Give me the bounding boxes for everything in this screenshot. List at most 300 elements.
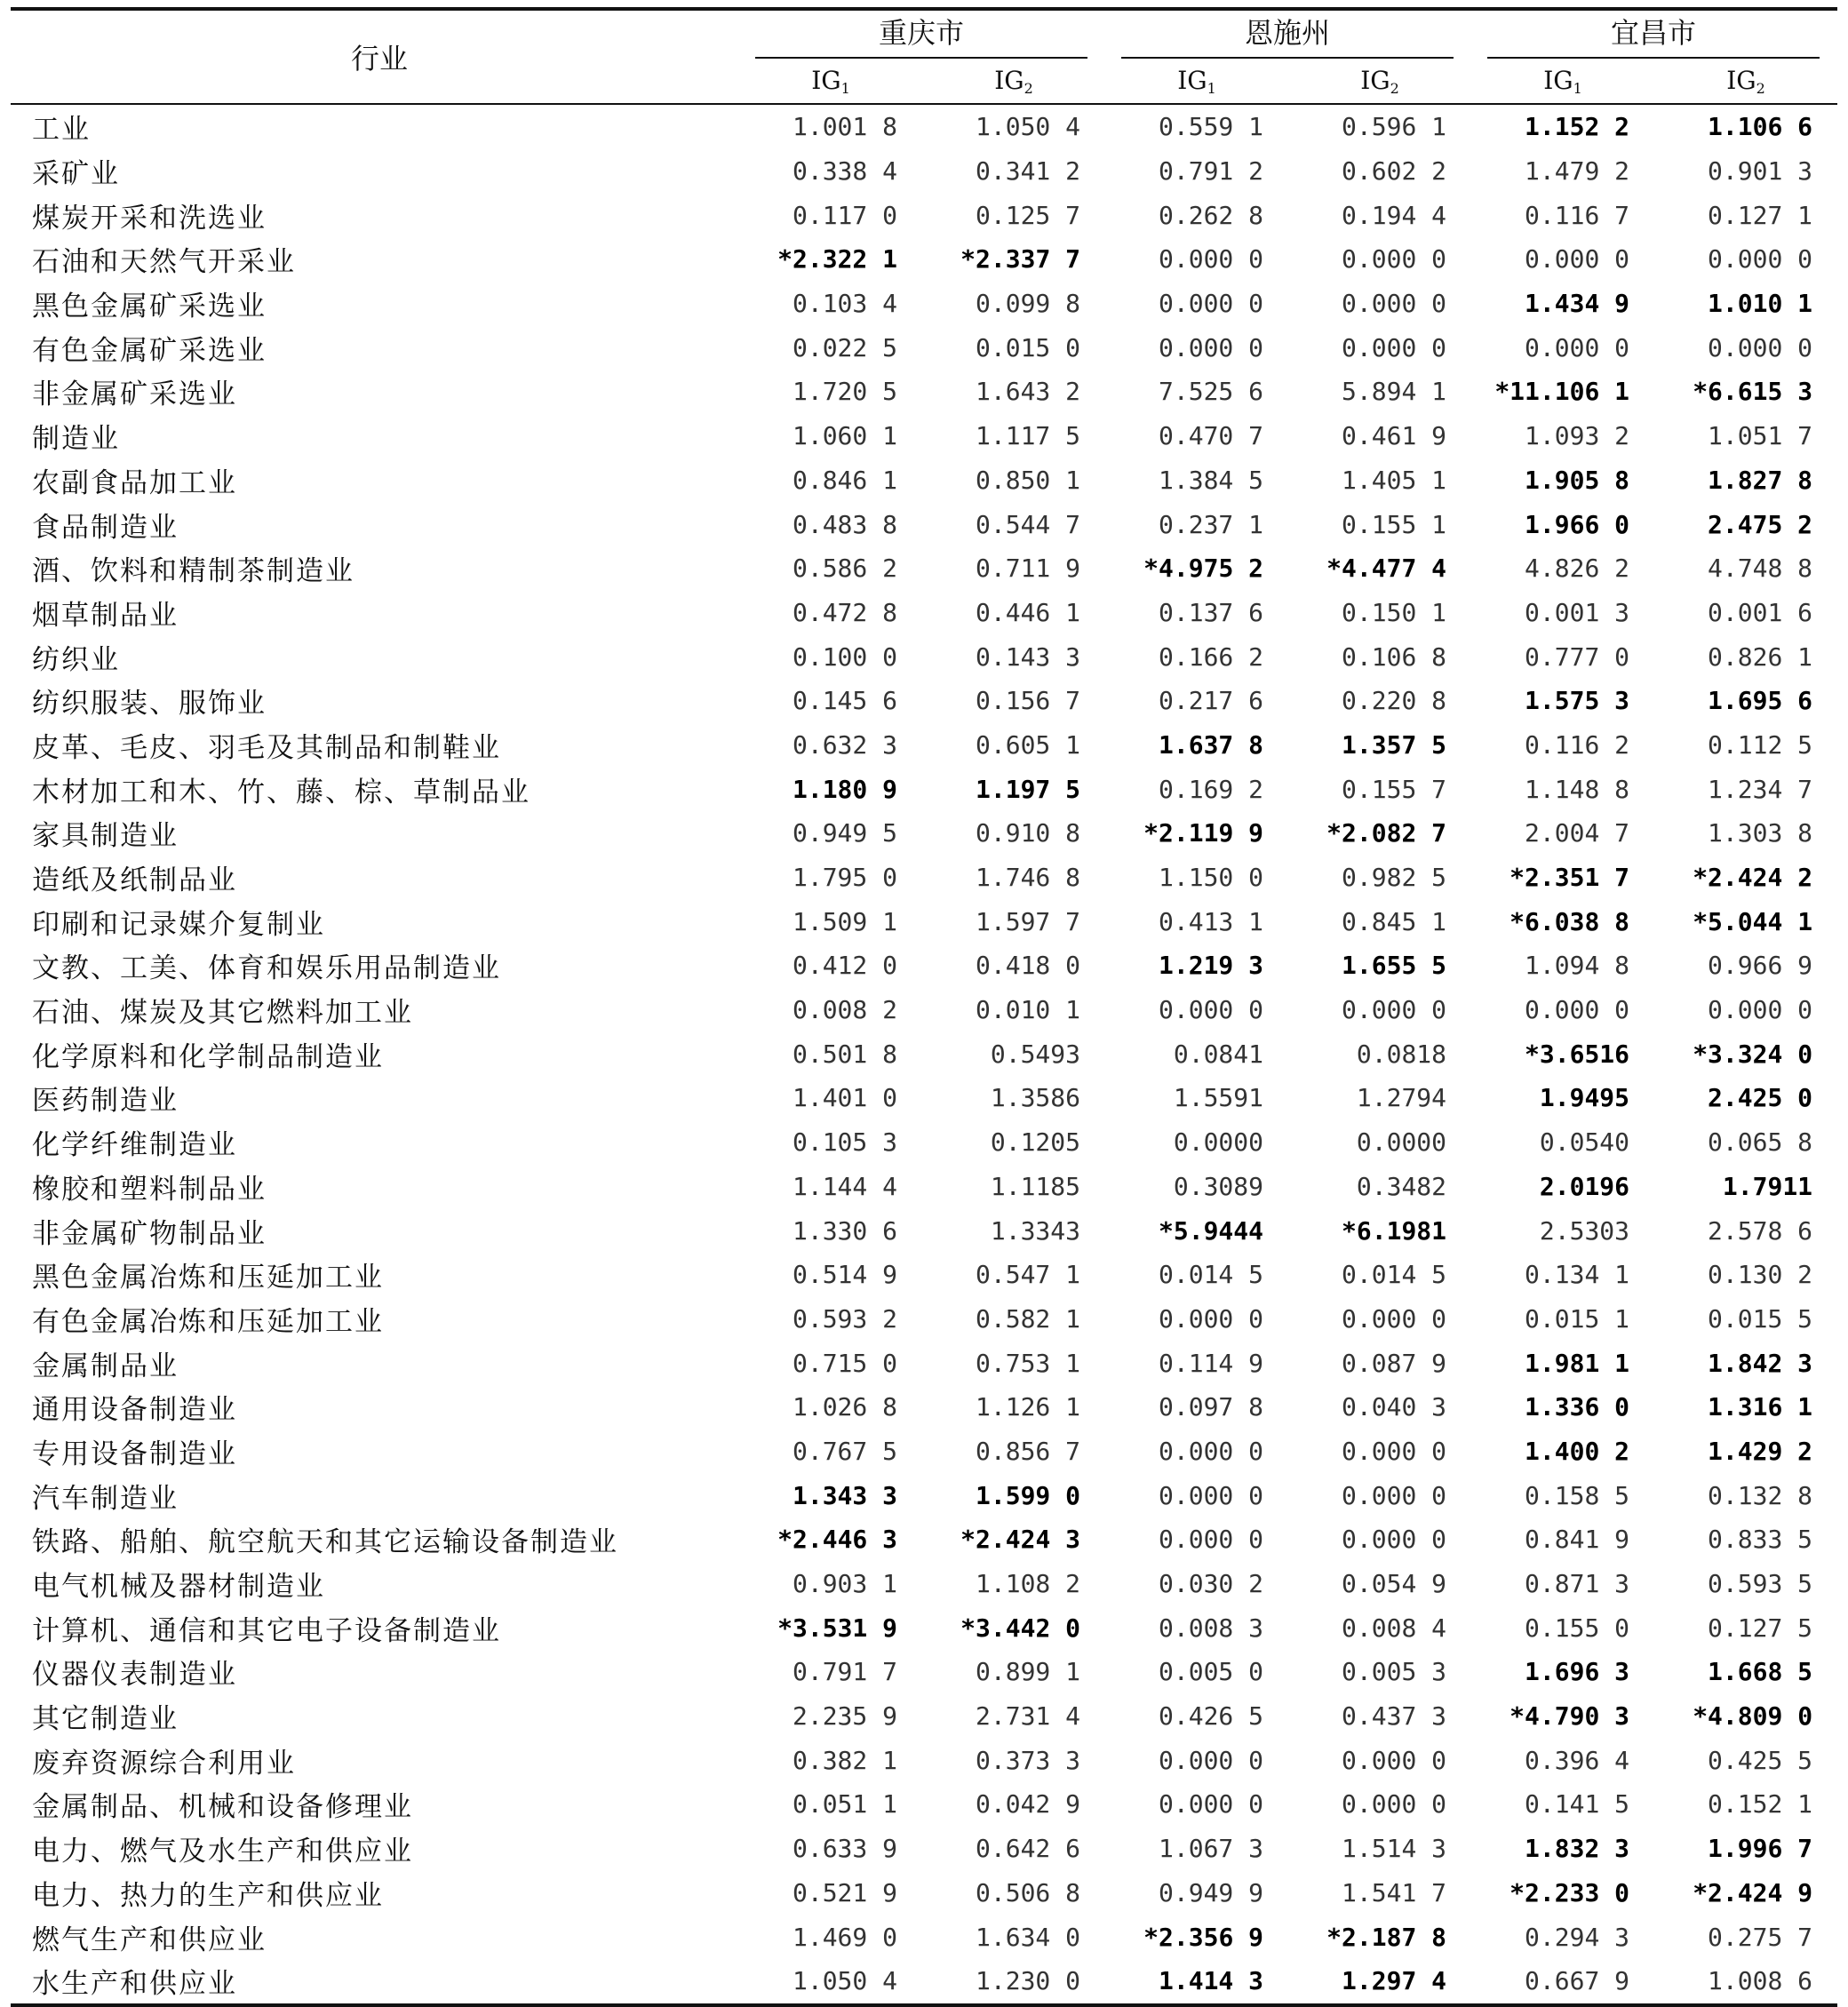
ig-value: 0.001 6 xyxy=(1708,597,1813,627)
ig-value: 0.117 0 xyxy=(792,200,897,230)
ig-value: 0.0000 xyxy=(1356,1127,1447,1158)
industry-name: 纺织服装、服饰业 xyxy=(32,688,267,721)
ig-value: 0.901 3 xyxy=(1708,156,1813,187)
ig-value: 0.156 7 xyxy=(976,686,1081,716)
industry-name: 家具制造业 xyxy=(32,820,179,853)
ig-value: 0.341 2 xyxy=(976,156,1081,187)
ig-value: *2.424 2 xyxy=(1693,863,1813,893)
ig-value: *2.424 9 xyxy=(1693,1877,1813,1907)
ig-value: 0.903 1 xyxy=(792,1569,897,1599)
ig-value: 1.180 9 xyxy=(792,774,897,804)
ig-value: 0.194 4 xyxy=(1342,200,1447,230)
ig-value: 1.832 3 xyxy=(1525,1834,1630,1864)
ig-value: 1.634 0 xyxy=(976,1922,1081,1952)
ig-value: 0.966 9 xyxy=(1708,951,1813,981)
ig-value: 0.040 3 xyxy=(1342,1392,1447,1422)
ig-value: 0.262 8 xyxy=(1159,200,1264,230)
industry-name: 通用设备制造业 xyxy=(32,1394,237,1427)
ig-value: 0.373 3 xyxy=(976,1745,1081,1775)
ig-value: *2.337 7 xyxy=(960,244,1081,275)
industry-name: 橡胶和塑料制品业 xyxy=(32,1173,267,1206)
ig-value: 0.000 0 xyxy=(1159,1745,1264,1775)
ig-value: 2.004 7 xyxy=(1525,818,1630,848)
ig-value: 0.143 3 xyxy=(976,641,1081,672)
ig-value: 0.667 9 xyxy=(1525,1966,1630,1996)
ig-value: 1.357 5 xyxy=(1342,729,1447,760)
table-row xyxy=(11,1208,1837,1253)
ig-value: 0.791 7 xyxy=(792,1657,897,1687)
ig-value: 1.795 0 xyxy=(792,863,897,893)
ig-value: *4.790 3 xyxy=(1509,1701,1630,1732)
table-row xyxy=(11,944,1837,988)
ig-value: 0.514 9 xyxy=(792,1260,897,1290)
table-header xyxy=(11,9,1837,104)
table-row xyxy=(11,1650,1837,1694)
ig-value: *2.119 9 xyxy=(1143,818,1264,848)
ig-value: 0.593 2 xyxy=(792,1303,897,1334)
ig-value: 1.094 8 xyxy=(1525,951,1630,981)
ig-value: 0.642 6 xyxy=(976,1834,1081,1864)
ig-value: 1.384 5 xyxy=(1159,465,1264,495)
ig-value: 0.0000 xyxy=(1173,1127,1264,1158)
ig-value: 0.008 3 xyxy=(1159,1613,1264,1643)
table-row xyxy=(11,811,1837,856)
table-row xyxy=(11,546,1837,591)
ig-value: 0.437 3 xyxy=(1342,1701,1447,1732)
ig-value: 1.514 3 xyxy=(1342,1834,1447,1864)
ig-value: 0.856 7 xyxy=(976,1436,1081,1466)
ig-value: 1.117 5 xyxy=(976,421,1081,451)
ig-value: 1.051 7 xyxy=(1708,421,1813,451)
ig-value: 1.400 2 xyxy=(1525,1436,1630,1466)
ig-value: 0.158 5 xyxy=(1525,1480,1630,1510)
table-row xyxy=(11,988,1837,1032)
ig-header: $IG_1$ xyxy=(811,65,850,97)
ig-value: 0.0540 xyxy=(1539,1127,1630,1158)
ig-value: 1.010 1 xyxy=(1708,289,1813,319)
ig-value: 1.827 8 xyxy=(1708,465,1813,495)
industry-name: 金属制品、机械和设备修理业 xyxy=(32,1791,413,1824)
ig-value: 0.220 8 xyxy=(1342,686,1447,716)
ig-value: 0.166 2 xyxy=(1159,641,1264,672)
ig-value: *5.9444 xyxy=(1159,1215,1264,1246)
table-row xyxy=(11,282,1837,326)
ig-value: 0.010 1 xyxy=(976,995,1081,1025)
ig-value: 0.871 3 xyxy=(1525,1569,1630,1599)
ig-header: $IG_1$ xyxy=(1177,65,1216,97)
ig-value: 0.841 9 xyxy=(1525,1525,1630,1555)
ig-value: 0.237 1 xyxy=(1159,509,1264,539)
ig-value: 0.605 1 xyxy=(976,729,1081,760)
ig-value: 2.475 2 xyxy=(1708,509,1813,539)
ig-value: 0.001 3 xyxy=(1525,597,1630,627)
ig-value: 0.169 2 xyxy=(1159,774,1264,804)
ig-value: 1.405 1 xyxy=(1342,465,1447,495)
ig-value: 1.541 7 xyxy=(1342,1877,1447,1907)
industry-name: 黑色金属冶炼和压延加工业 xyxy=(32,1262,384,1294)
ig-value: 0.412 0 xyxy=(792,951,897,981)
ig-value: 1.316 1 xyxy=(1708,1392,1813,1422)
ig-value: 0.008 2 xyxy=(792,995,897,1025)
ig-value: 1.234 7 xyxy=(1708,774,1813,804)
ig-value: 2.578 6 xyxy=(1708,1215,1813,1246)
ig-value: 0.000 0 xyxy=(1159,332,1264,362)
ig-value: 0.850 1 xyxy=(976,465,1081,495)
ig-value: 0.000 0 xyxy=(1159,1525,1264,1555)
ig-value: 0.005 0 xyxy=(1159,1657,1264,1687)
ig-value: 0.396 4 xyxy=(1525,1745,1630,1775)
ig-value: 0.103 4 xyxy=(792,289,897,319)
ig-value: 0.418 0 xyxy=(976,951,1081,981)
ig-value: 0.030 2 xyxy=(1159,1569,1264,1599)
ig-value: 0.000 0 xyxy=(1342,1745,1447,1775)
ig-value: *2.082 7 xyxy=(1326,818,1447,848)
ig-value: 1.3343 xyxy=(990,1215,1081,1246)
ig-value: 0.632 3 xyxy=(792,729,897,760)
ig-value: 0.065 8 xyxy=(1708,1127,1813,1158)
ig-value: 0.014 5 xyxy=(1159,1260,1264,1290)
ig-value: 1.5591 xyxy=(1173,1083,1264,1113)
ig-value: 0.715 0 xyxy=(792,1348,897,1378)
ig-value: 0.753 1 xyxy=(976,1348,1081,1378)
table-row xyxy=(11,237,1837,282)
ig-value: 0.000 0 xyxy=(1159,244,1264,275)
ig-value: *3.531 9 xyxy=(777,1613,897,1643)
ig-value: 1.668 5 xyxy=(1708,1657,1813,1687)
ig-value: 1.746 8 xyxy=(976,863,1081,893)
ig-value: 1.001 8 xyxy=(792,112,897,142)
ig-value: 1.148 8 xyxy=(1525,774,1630,804)
industry-name: 农副食品加工业 xyxy=(32,466,237,499)
ig-value: *6.038 8 xyxy=(1509,906,1630,936)
ig-value: 0.022 5 xyxy=(792,332,897,362)
industry-name: 废弃资源综合利用业 xyxy=(32,1747,296,1780)
ig-value: 0.217 6 xyxy=(1159,686,1264,716)
ig-value: 0.413 1 xyxy=(1159,906,1264,936)
industry-column-header: 行业 xyxy=(351,42,409,76)
industry-name: 医药制造业 xyxy=(32,1085,179,1118)
ig-value: 0.127 1 xyxy=(1708,200,1813,230)
ig-value: *6.615 3 xyxy=(1693,377,1813,407)
table-row xyxy=(11,1165,1837,1209)
ig-value: 1.1185 xyxy=(990,1171,1081,1201)
ig-value: 0.982 5 xyxy=(1342,863,1447,893)
ig-value: 0.116 7 xyxy=(1525,200,1630,230)
industry-name: 化学原料和化学制品制造业 xyxy=(32,1040,384,1073)
region-label: 恩施州 xyxy=(1121,11,1454,59)
ig-value: 7.525 6 xyxy=(1159,377,1264,407)
table-row xyxy=(11,1430,1837,1474)
ig-value: 0.054 9 xyxy=(1342,1569,1447,1599)
ig-value: 0.000 0 xyxy=(1159,1436,1264,1466)
ig-value: 0.127 5 xyxy=(1708,1613,1813,1643)
ig-value: 4.748 8 xyxy=(1708,554,1813,584)
ig-value: 1.720 5 xyxy=(792,377,897,407)
table-row xyxy=(11,1782,1837,1827)
table-row xyxy=(11,1915,1837,1959)
ig-value: 0.141 5 xyxy=(1525,1789,1630,1820)
table-row xyxy=(11,414,1837,458)
ig-value: 0.005 3 xyxy=(1342,1657,1447,1687)
region-header-enshi xyxy=(1105,9,1471,59)
ig-value: 0.0818 xyxy=(1356,1039,1447,1069)
ig-value: 1.150 0 xyxy=(1159,863,1264,893)
industry-name: 酒、饮料和精制茶制造业 xyxy=(32,555,354,588)
ig-value: 1.509 1 xyxy=(792,906,897,936)
ig-value: 0.602 2 xyxy=(1342,156,1447,187)
ig-value: 0.000 0 xyxy=(1159,1789,1264,1820)
ig-value: 1.026 8 xyxy=(792,1392,897,1422)
table-row xyxy=(11,1297,1837,1342)
ig-value: 0.1205 xyxy=(990,1127,1081,1158)
ig-value: 0.000 0 xyxy=(1708,995,1813,1025)
ig-value: 0.051 1 xyxy=(792,1789,897,1820)
industry-name: 木材加工和木、竹、藤、棕、草制品业 xyxy=(32,776,530,808)
table-row xyxy=(11,723,1837,768)
table-row xyxy=(11,1605,1837,1650)
ig-value: 1.219 3 xyxy=(1159,951,1264,981)
ig-value: 1.3586 xyxy=(990,1083,1081,1113)
ig-value: 0.014 5 xyxy=(1342,1260,1447,1290)
ig-value: 0.112 5 xyxy=(1708,729,1813,760)
ig-value: 1.067 3 xyxy=(1159,1834,1264,1864)
ig-value: 0.008 4 xyxy=(1342,1613,1447,1643)
ig-value: 0.000 0 xyxy=(1342,995,1447,1025)
table-row xyxy=(11,767,1837,811)
ig-value: 1.144 4 xyxy=(792,1171,897,1201)
industry-name: 制造业 xyxy=(32,423,120,456)
ig-value: 0.000 0 xyxy=(1342,1436,1447,1466)
ig-value: 1.981 1 xyxy=(1525,1348,1630,1378)
ig-value: 0.777 0 xyxy=(1525,641,1630,672)
industry-name: 黑色金属矿采选业 xyxy=(32,291,267,323)
ig-value: 2.0196 xyxy=(1539,1171,1630,1201)
ig-value: 0.000 0 xyxy=(1159,1303,1264,1334)
ig-value: 0.791 2 xyxy=(1159,156,1264,187)
ig-value: 0.150 1 xyxy=(1342,597,1447,627)
ig-value: 0.470 7 xyxy=(1159,421,1264,451)
ig-value: *3.6516 xyxy=(1525,1039,1630,1069)
table-row xyxy=(11,1031,1837,1076)
ig-value: 0.087 9 xyxy=(1342,1348,1447,1378)
industry-name: 非金属矿物制品业 xyxy=(32,1217,267,1250)
industry-name: 石油和天然气开采业 xyxy=(32,246,296,279)
industry-name: 皮革、毛皮、羽毛及其制品和制鞋业 xyxy=(32,731,501,764)
ig-value: 1.696 3 xyxy=(1525,1657,1630,1687)
ig-value: 1.575 3 xyxy=(1525,686,1630,716)
ig-value: 1.479 2 xyxy=(1525,156,1630,187)
region-label: 宜昌市 xyxy=(1487,11,1820,59)
industry-name: 电力、燃气及水生产和供应业 xyxy=(32,1836,413,1868)
ig-value: *2.356 9 xyxy=(1143,1922,1264,1952)
ig-value: 0.582 1 xyxy=(976,1303,1081,1334)
ig-value: *6.1981 xyxy=(1342,1215,1447,1246)
ig-value: 0.000 0 xyxy=(1159,1480,1264,1510)
ig-value: 0.910 8 xyxy=(976,818,1081,848)
ig-value: 0.949 5 xyxy=(792,818,897,848)
industry-name: 有色金属冶炼和压延加工业 xyxy=(32,1305,384,1338)
ig-value: 1.303 8 xyxy=(1708,818,1813,848)
ig-value: 0.000 0 xyxy=(1342,1480,1447,1510)
ig-value: *11.106 1 xyxy=(1494,377,1630,407)
region-header-chongqing xyxy=(739,9,1105,59)
table-row xyxy=(11,193,1837,237)
ig-value: 0.596 1 xyxy=(1342,112,1447,142)
industry-name: 造纸及纸制品业 xyxy=(32,864,237,897)
ig-value: 0.382 1 xyxy=(792,1745,897,1775)
table-row xyxy=(11,458,1837,503)
ig-value: 1.643 2 xyxy=(976,377,1081,407)
industry-name: 仪器仪表制造业 xyxy=(32,1659,237,1692)
ig-value: 1.429 2 xyxy=(1708,1436,1813,1466)
region-label: 重庆市 xyxy=(755,11,1087,59)
table-row xyxy=(11,1341,1837,1385)
ig-value: 0.106 8 xyxy=(1342,641,1447,672)
table-row xyxy=(11,1871,1837,1915)
industry-name: 文教、工美、体育和娱乐用品制造业 xyxy=(32,952,501,985)
ig-header: $IG_1$ xyxy=(1543,65,1582,97)
industry-name: 纺织业 xyxy=(32,643,120,676)
ig-value: 1.905 8 xyxy=(1525,465,1630,495)
ig-value: 0.114 9 xyxy=(1159,1348,1264,1378)
ig-value: 1.108 2 xyxy=(976,1569,1081,1599)
ig-value: 1.230 0 xyxy=(976,1966,1081,1996)
ig-value: 1.336 0 xyxy=(1525,1392,1630,1422)
ig-value: 1.093 2 xyxy=(1525,421,1630,451)
ig-value: 0.152 1 xyxy=(1708,1789,1813,1820)
ig-value: 2.5303 xyxy=(1539,1215,1630,1246)
ig-value: 0.155 1 xyxy=(1342,509,1447,539)
ig-value: 0.845 1 xyxy=(1342,906,1447,936)
ig-value: 2.425 0 xyxy=(1708,1083,1813,1113)
ig-value: 1.434 9 xyxy=(1525,289,1630,319)
industry-name: 化学纤维制造业 xyxy=(32,1129,237,1162)
table-row xyxy=(11,370,1837,414)
ig-value: 0.5493 xyxy=(990,1039,1081,1069)
ig-value: 0.593 5 xyxy=(1708,1569,1813,1599)
ig-value: 1.7911 xyxy=(1722,1171,1813,1201)
industry-name: 铁路、船舶、航空航天和其它运输设备制造业 xyxy=(32,1526,618,1559)
ig-value: 1.414 3 xyxy=(1159,1966,1264,1996)
ig-value: 1.966 0 xyxy=(1525,509,1630,539)
industry-name: 印刷和记录媒介复制业 xyxy=(32,908,325,941)
table-row xyxy=(11,149,1837,194)
ig-value: 1.401 0 xyxy=(792,1083,897,1113)
table-row xyxy=(11,634,1837,679)
ig-value: 0.155 0 xyxy=(1525,1613,1630,1643)
ig-value: 0.294 3 xyxy=(1525,1922,1630,1952)
ig-value: 0.547 1 xyxy=(976,1260,1081,1290)
ig-value: *2.424 3 xyxy=(960,1525,1081,1555)
industry-name: 水生产和供应业 xyxy=(32,1968,237,2001)
ig-value: 0.000 0 xyxy=(1708,332,1813,362)
ig-value: 0.338 4 xyxy=(792,156,897,187)
ig-value: 0.000 0 xyxy=(1342,1525,1447,1555)
ig-value: 1.637 8 xyxy=(1159,729,1264,760)
table-row xyxy=(11,1562,1837,1606)
ig-value: *3.324 0 xyxy=(1693,1039,1813,1069)
ig-value: 0.833 5 xyxy=(1708,1525,1813,1555)
ig-value: 1.152 2 xyxy=(1525,112,1630,142)
industry-name: 其它制造业 xyxy=(32,1703,179,1736)
ig-value: 0.132 8 xyxy=(1708,1480,1813,1510)
ig-value: 0.3482 xyxy=(1356,1171,1447,1201)
ig-value: 1.469 0 xyxy=(792,1922,897,1952)
ig-value: 0.426 5 xyxy=(1159,1701,1264,1732)
ig-value: *5.044 1 xyxy=(1693,906,1813,936)
table-row xyxy=(11,591,1837,635)
ig-value: 1.050 4 xyxy=(976,112,1081,142)
industry-name: 有色金属矿采选业 xyxy=(32,334,267,367)
ig-value: 0.015 1 xyxy=(1525,1303,1630,1334)
region-header-yichang xyxy=(1471,9,1837,59)
ig-header: $IG_2$ xyxy=(994,65,1033,97)
ig-value: 0.137 6 xyxy=(1159,597,1264,627)
ig-value: 1.842 3 xyxy=(1708,1348,1813,1378)
ig-value: 0.125 7 xyxy=(976,200,1081,230)
table-row xyxy=(11,1827,1837,1871)
ig-value: 0.000 0 xyxy=(1342,244,1447,275)
ig-value: 1.655 5 xyxy=(1342,951,1447,981)
ig-value: 1.2794 xyxy=(1356,1083,1447,1113)
ig-value: 0.767 5 xyxy=(792,1436,897,1466)
ig-value: 0.506 8 xyxy=(976,1877,1081,1907)
ig-value: 0.000 0 xyxy=(1525,244,1630,275)
table-row xyxy=(11,1517,1837,1562)
ig-header: $IG_2$ xyxy=(1726,65,1765,97)
ig-value: 0.633 9 xyxy=(792,1834,897,1864)
industry-name: 烟草制品业 xyxy=(32,599,179,632)
ig-value: 1.197 5 xyxy=(976,774,1081,804)
ig-value: 4.826 2 xyxy=(1525,554,1630,584)
ig-value: *4.975 2 xyxy=(1143,554,1264,584)
ig-value: 0.015 5 xyxy=(1708,1303,1813,1334)
table-row xyxy=(11,1385,1837,1430)
ig-value: 0.000 0 xyxy=(1342,1789,1447,1820)
industry-name: 食品制造业 xyxy=(32,511,179,544)
ig-value: 0.521 9 xyxy=(792,1877,897,1907)
ig-value: 1.106 6 xyxy=(1708,112,1813,142)
ig-value: 1.050 4 xyxy=(792,1966,897,1996)
ig-value: 0.145 6 xyxy=(792,686,897,716)
ig-value: 0.544 7 xyxy=(976,509,1081,539)
ig-value: 0.015 0 xyxy=(976,332,1081,362)
ig-value: *3.442 0 xyxy=(960,1613,1081,1643)
ig-value: 0.0841 xyxy=(1173,1039,1264,1069)
ig-value: 1.695 6 xyxy=(1708,686,1813,716)
table-row xyxy=(11,1473,1837,1517)
ig-value: 1.060 1 xyxy=(792,421,897,451)
ig-value: 2.731 4 xyxy=(976,1701,1081,1732)
industry-name: 石油、煤炭及其它燃料加工业 xyxy=(32,997,413,1030)
ig-value: 0.483 8 xyxy=(792,509,897,539)
industry-ig-table xyxy=(11,7,1837,2007)
table-row xyxy=(11,1253,1837,1297)
ig-value: 0.099 8 xyxy=(976,289,1081,319)
ig-value: 0.155 7 xyxy=(1342,774,1447,804)
industry-name: 金属制品业 xyxy=(32,1350,179,1382)
industry-name: 燃气生产和供应业 xyxy=(32,1923,267,1956)
ig-value: 0.100 0 xyxy=(792,641,897,672)
ig-value: 0.105 3 xyxy=(792,1127,897,1158)
ig-value: 0.899 1 xyxy=(976,1657,1081,1687)
table-row xyxy=(11,1694,1837,1739)
ig-value: 1.126 1 xyxy=(976,1392,1081,1422)
industry-name: 电气机械及器材制造业 xyxy=(32,1571,325,1604)
ig-value: 0.134 1 xyxy=(1525,1260,1630,1290)
table-row xyxy=(11,1120,1837,1165)
ig-value: *4.809 0 xyxy=(1693,1701,1813,1732)
